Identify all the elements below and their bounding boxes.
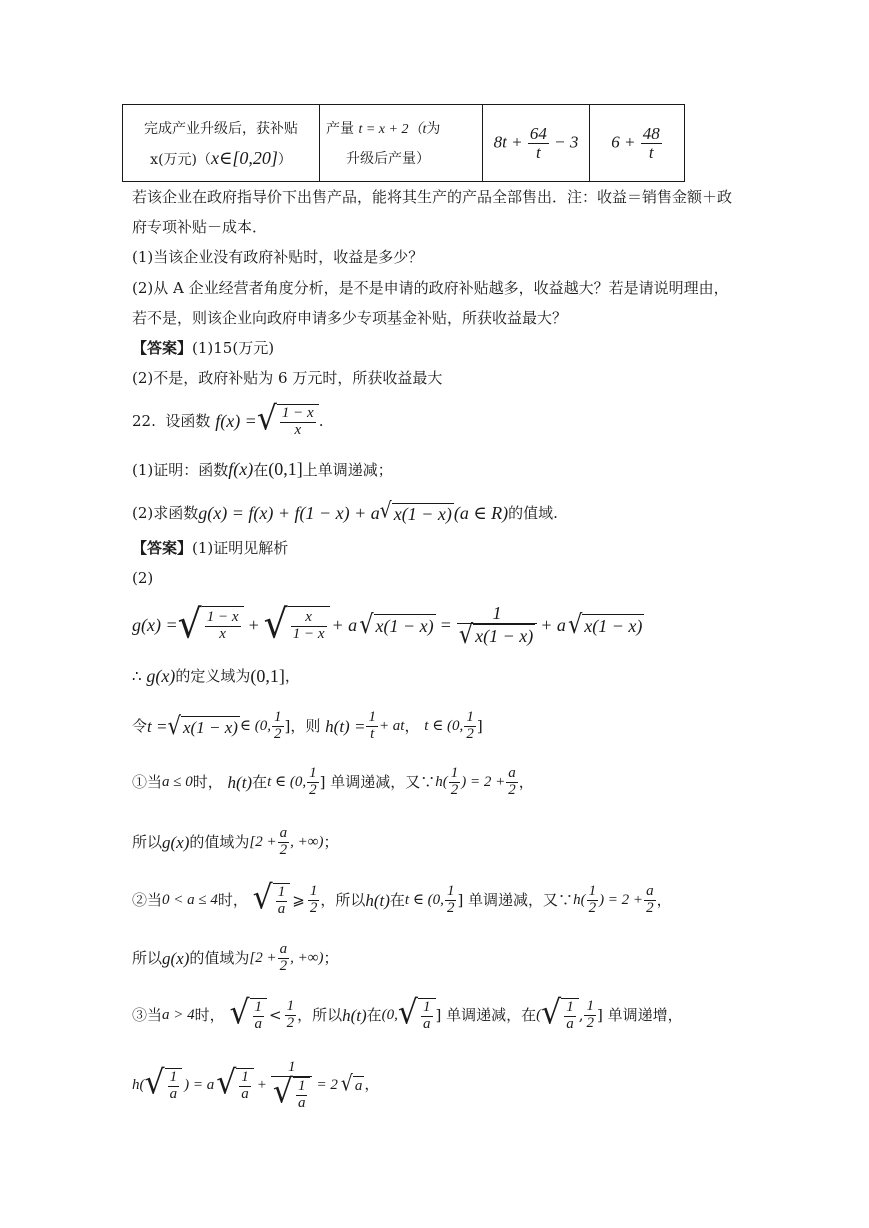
answer-22-line-2: (2) xyxy=(132,569,154,587)
table-cell-revenue xyxy=(483,105,590,182)
cell-text: 升级后产量） xyxy=(346,151,430,167)
problem-number: 22. xyxy=(132,411,156,430)
equation-g: g(x) = √ $\frac{1 - x}{x}$ + √ $\frac{x}{1 - x}$ + a √ x(1 − x) = 1 √ x(1 − x) + a √ x(1 − x) xyxy=(132,601,643,650)
sqrt: √ $\frac{1 - x}{x}$ xyxy=(257,404,319,439)
paragraph-note-2: 府专项补贴－成本． xyxy=(132,218,268,236)
paragraph-note-1: 若该企业在政府指导价下出售产品，能将其生产的产品全部售出．注：收益＝销售金额＋政 xyxy=(132,188,733,206)
problem-22-q1: (1)证明：函数f(x)在(0,1]上单调递减； xyxy=(132,459,393,479)
answer-label: 【答案】 xyxy=(132,339,193,357)
answer-line-2: (2)不是，政府补贴为 6 万元时，所获收益最大 xyxy=(132,369,443,387)
cell-text: 完成产业升级后，获补贴 xyxy=(144,120,298,137)
range-line-1: 所以 g(x) 的值域为 [2 + $\frac{a}{2}$ , +∞) ； xyxy=(132,825,339,858)
subsidy-table xyxy=(122,104,685,182)
cell-math: t = x + 2（ xyxy=(358,122,423,137)
cell-math: 6 + xyxy=(611,131,636,151)
cell-text: 为 xyxy=(426,121,441,137)
case-3-line: ③当 a > 4 时， √ $\frac{1}{a}$ < $\frac{1}{2}$ ，所以 h(t) 在 (0, √ $\frac{1}{a}$ ] 单调递减，在 ( √ $\frac{1}{a}$ , $\frac{1}{2}$ ] 单调递增， xyxy=(132,993,683,1032)
question-2a: (2)从 A 企业经营者角度分析，是不是申请的政府补贴越多，收益越大？若是请说明理由， xyxy=(132,279,729,297)
domain-line: ∴ g(x) 的定义域为 (0,1] ， xyxy=(132,666,300,686)
cell-math: − 3 xyxy=(554,131,579,151)
math-expr: f(x) = xyxy=(215,411,257,432)
problem-22-q2: (2)求函数 g(x) = f(x) + f(1 − x) + a √ x(1 − x) (a ∈ R) 的值域. xyxy=(132,499,558,524)
table-row xyxy=(123,105,685,182)
question-2b: 若不是，则该企业向政府申请多少专项基金补贴，所获收益最大？ xyxy=(132,309,568,327)
question-1: (1)当该企业没有政府补贴时，收益是多少？ xyxy=(132,248,424,266)
cell-math: t xyxy=(422,122,427,137)
table-cell-subsidy xyxy=(123,105,320,182)
answer-line-1 xyxy=(132,341,274,356)
range-line-2: 所以 g(x) 的值域为 [2 + $\frac{a}{2}$ , +∞) ； xyxy=(132,941,339,974)
substitution-line: 令 t = √ x(1 − x) ∈ (0, $\frac{1}{2}$ ]，则 h(t) = $\frac{1}{t}$ + at ， t ∈ (0, $\frac{1}{2}$ ] xyxy=(132,709,483,742)
fraction: $\frac{64}{t}$ xyxy=(529,123,547,162)
cell-text: 产量 xyxy=(326,121,354,137)
fraction: $\frac{48}{t}$ xyxy=(642,123,660,162)
cell-text: x(万元)（ xyxy=(150,151,211,168)
table-cell-cost xyxy=(590,105,685,182)
case-1-line: ①当 a ≤ 0 时， h(t) 在 t ∈ (0, $\frac{1}{2}$ ] 单调递减，又∵ h( $\frac{1}{2}$ ) = 2 + $\frac{a}{2}$ ， xyxy=(132,765,534,798)
problem-22: 22. 设函数 f(x) = √ $\frac{1 - x}{x}$ . xyxy=(132,399,324,438)
problem-text: 设函数 xyxy=(165,411,211,430)
cell-math: x∈[0,20] xyxy=(211,147,278,168)
answer-text: (1)15(万元) xyxy=(192,339,275,357)
answer-22-line-1: 【答案】(1)证明见解析 xyxy=(132,539,289,557)
cell-text: ） xyxy=(277,151,292,168)
final-equation: h( √ $\frac{1}{a}$ ) = a √ $\frac{1}{a}$ + 1 √ $\frac{1}{a}$ = 2 √ a ， xyxy=(132,1059,380,1111)
cell-math: 8t + xyxy=(493,131,523,151)
table-cell-output xyxy=(320,105,483,182)
case-2-line: ②当 0 < a ≤ 4 时， √ $\frac{1}{a}$ ⩾ $\frac{1}{2}$ ，所以 h(t) 在 t ∈ (0, $\frac{1}{2}$ ] 单调递减，又∵ h( $\frac{1}{2}$ ) = 2 + $\frac{a}{2}$ ， xyxy=(132,878,672,917)
